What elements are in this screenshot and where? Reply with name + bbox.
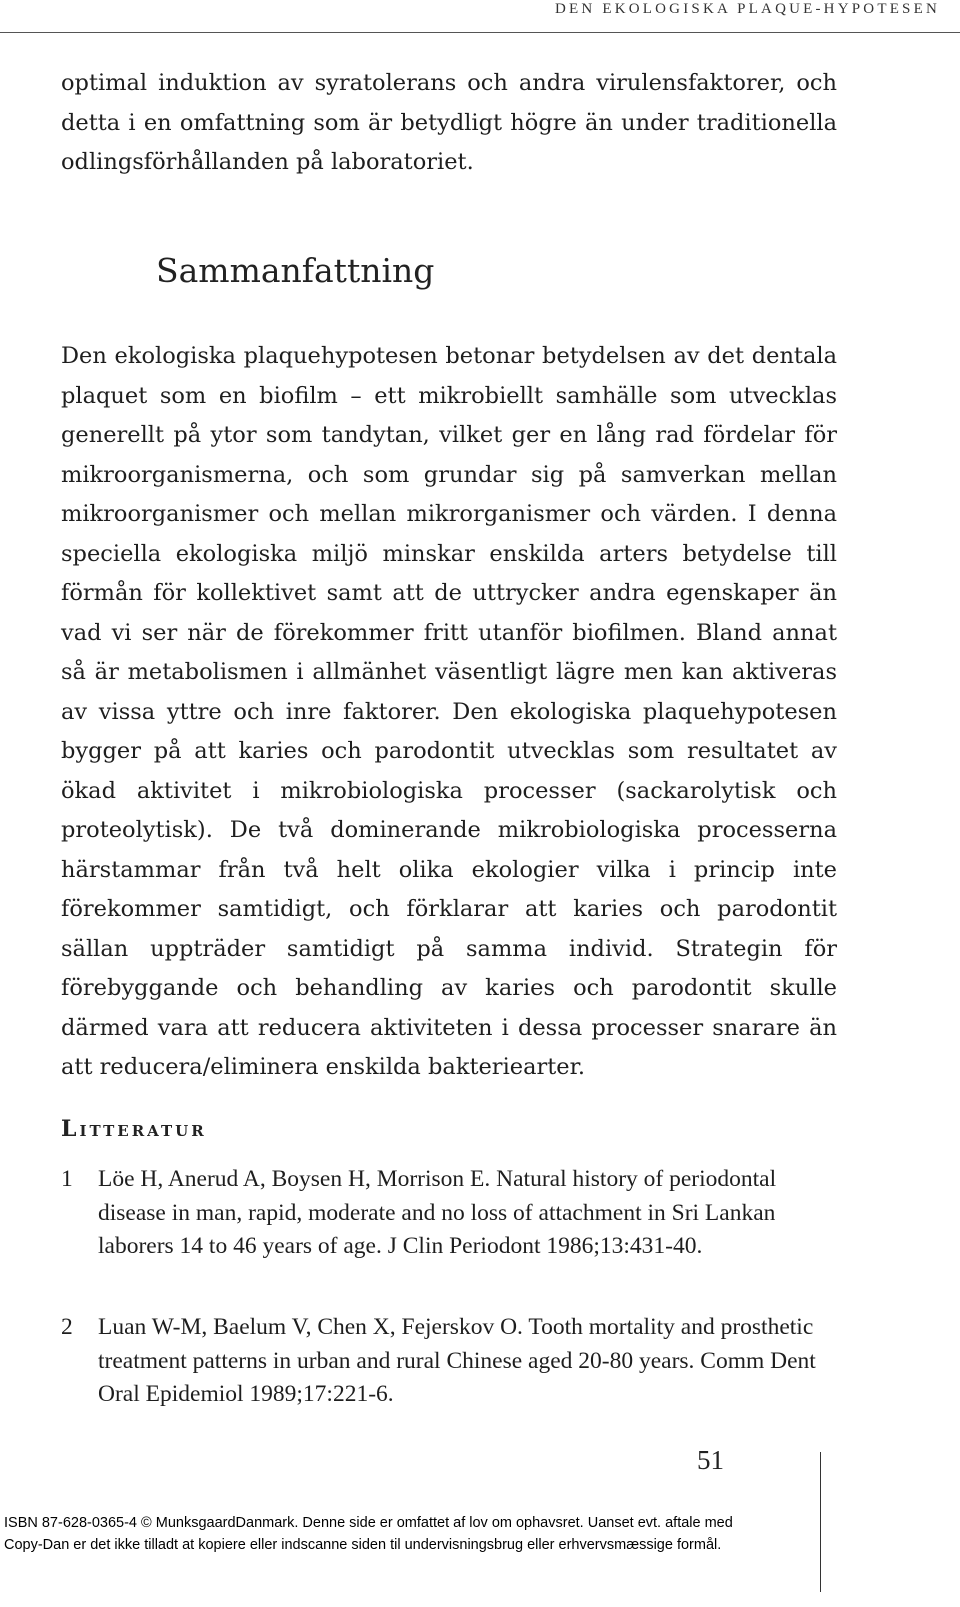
- section-heading-literature: Litteratur: [61, 1116, 207, 1142]
- reference-number: 2: [61, 1314, 73, 1340]
- running-head: DEN EKOLOGISKA PLAQUE-HYPOTESEN: [554, 1, 940, 17]
- reference-item: [61, 1311, 821, 1412]
- section-heading-summary: Sammanfattning: [156, 251, 435, 290]
- intro-paragraph: optimal induktion av syratolerans och andra virulensfaktorer, och detta i en omfattning som är betydligt högre än under traditionella odlingsförhållanden på laboratoriet.: [61, 70, 837, 175]
- summary-paragraph: Den ekologiska plaquehypotesen betonar betydelsen av det dentala plaquet som en biofilm – ett mikrobiellt samhälle som utvecklas generellt på ytor som tandytan, vilket ger en lång rad fördelar för mikroorganismerna, och som grundar sig på samverkan mellan mikroorganismer och mellan mikrorganismer och värden. I denna speciella ekologiska miljö minskar enskilda arters betydelse till förmån för kollektivet samt att de uttrycker andra egenskaper än vad vi ser när de förekommer fritt utanför biofilmen. Bland annat så är metabolismen i allmänhet väsentligt lägre men kan aktiveras av vissa yttre och inre faktorer. Den ekologiska plaquehypotesen bygger på att karies och parodontit utvecklas som resultatet av ökad aktivitet i mikrobiologiska processer (sackarolytisk och proteolytisk). De två dominerande mikrobiologiska processerna härstammar från två helt olika ekologier vilka i princip inte förekommer samtidigt, och förklarar att karies och parodontit sällan uppträder samtidigt på samma individ. Strategin för förebyggande och behandling av karies och parodontit skulle därmed vara att reducera aktiviteten i dessa processer snarare än att reducera/eliminera enskilda bakteriearter.: [61, 343, 837, 1080]
- reference-text: Löe H, Anerud A, Boysen H, Morrison E. Natural history of periodontal disease in man, rapid, moderate and no loss of attachment in Sri Lankan laborers 14 to 46 years of age. J Clin Periodont 1986;13:431-40.: [98, 1166, 777, 1259]
- copyright-footer-line1: ISBN 87-628-0365-4 © MunksgaardDanmark. Denne side er omfattet af lov om ophavsret. Uanset evt. aftale med: [4, 1515, 733, 1531]
- page-number: 51: [697, 1445, 724, 1475]
- header-rule: [0, 32, 960, 33]
- copyright-footer-line2: Copy-Dan er det ikke tilladt at kopiere eller indscanne siden til undervisningsbrug eller erhvervsmæssige formål.: [4, 1537, 722, 1553]
- reference-text: Luan W-M, Baelum V, Chen X, Fejerskov O. Tooth mortality and prosthetic treatment patterns in urban and rural Chinese aged 20-80 years. Comm Dent Oral Epidemiol 1989;17:221-6.: [98, 1314, 816, 1407]
- reference-item: [61, 1163, 821, 1264]
- reference-number: 1: [61, 1166, 73, 1192]
